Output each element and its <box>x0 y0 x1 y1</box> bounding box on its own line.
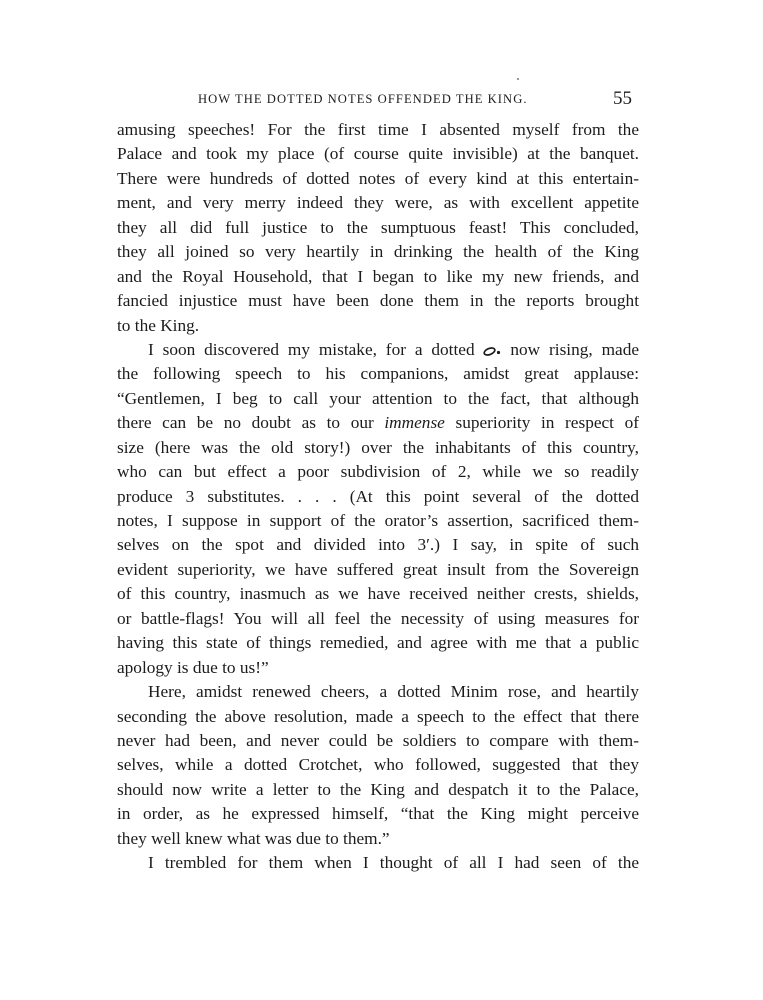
text-line: having this state of things remedied, and agree with me that a public <box>117 633 639 653</box>
text-line: of this country, inasmuch as we have received neither crests, shields, <box>117 584 639 604</box>
text-line: There were hundreds of dotted notes of every kind at this entertain- <box>117 168 639 188</box>
text-line: to the King. <box>117 315 200 335</box>
text-line: amusing speeches! For the first time I absented myself from the <box>117 120 639 139</box>
text-line: in order, as he expressed himself, “that the King might perceive <box>117 804 639 824</box>
emphasis-text: immense <box>384 413 445 433</box>
text-line: size (here was the old story!) over the inhabitants of this country, <box>117 437 639 457</box>
text-segment: superiority in respect of <box>455 413 640 433</box>
dotted-semibreve-icon <box>483 346 501 356</box>
text-line <box>117 338 639 362</box>
text-line: they well knew what was due to them.” <box>117 828 390 848</box>
text-segment: I soon discovered my mistake, for a dotted <box>148 339 475 359</box>
text-line: I trembled for them when I thought of all I had seen of the <box>148 853 639 873</box>
text-line: evident superiority, we have suffered great insult from the Sovereign <box>117 559 639 579</box>
text-line: they all joined so very heartily in drinking the health of the King <box>117 242 639 262</box>
text-line: selves, while a dotted Crotchet, who followed, suggested that they <box>117 755 639 775</box>
text-line: the following speech to his companions, amidst great applause: <box>117 364 639 384</box>
running-title: HOW THE DOTTED NOTES OFFENDED THE KING. <box>198 92 528 106</box>
text-line: Palace and took my place (of course quite invisible) at the banquet. <box>117 144 639 164</box>
text-line: produce 3 substitutes. . . . (At this point several of the dotted <box>117 486 639 506</box>
text-line: notes, I suppose in support of the orator’s assertion, sacrificed them- <box>117 511 639 530</box>
text-line: should now write a letter to the King and despatch it to the Palace, <box>117 779 639 799</box>
text-line <box>117 411 639 435</box>
text-line: and the Royal Household, that I began to like my new friends, and <box>117 266 639 286</box>
running-head <box>118 90 646 110</box>
text-line: ment, and very merry indeed they were, as with excellent appetite <box>117 193 639 213</box>
text-line: apology is due to us!” <box>117 657 269 677</box>
text-line: fancied injustice must have been done them in the reports brought <box>117 291 639 311</box>
text-line: they all did full justice to the sumptuous feast! This concluded, <box>117 217 639 237</box>
text-segment: there can be no doubt as to our <box>117 413 374 433</box>
text-segment: now rising, made <box>510 339 640 359</box>
text-line: who can but effect a poor subdivision of 2, while we so readily <box>117 462 639 482</box>
body-text <box>117 118 639 876</box>
print-speck <box>517 78 519 80</box>
text-line: never had been, and never could be soldiers to compare with them- <box>117 730 639 750</box>
page-number: 55 <box>613 88 632 109</box>
text-line: or battle-flags! You will all feel the necessity of using measures for <box>117 608 639 628</box>
text-line: “Gentlemen, I beg to call your attention to the fact, that although <box>117 388 639 408</box>
text-line: seconding the above resolution, made a speech to the effect that there <box>117 706 639 726</box>
text-line: Here, amidst renewed cheers, a dotted Minim rose, and heartily <box>148 682 639 702</box>
text-line: selves on the spot and divided into 3′.) I say, in spite of such <box>117 535 639 555</box>
